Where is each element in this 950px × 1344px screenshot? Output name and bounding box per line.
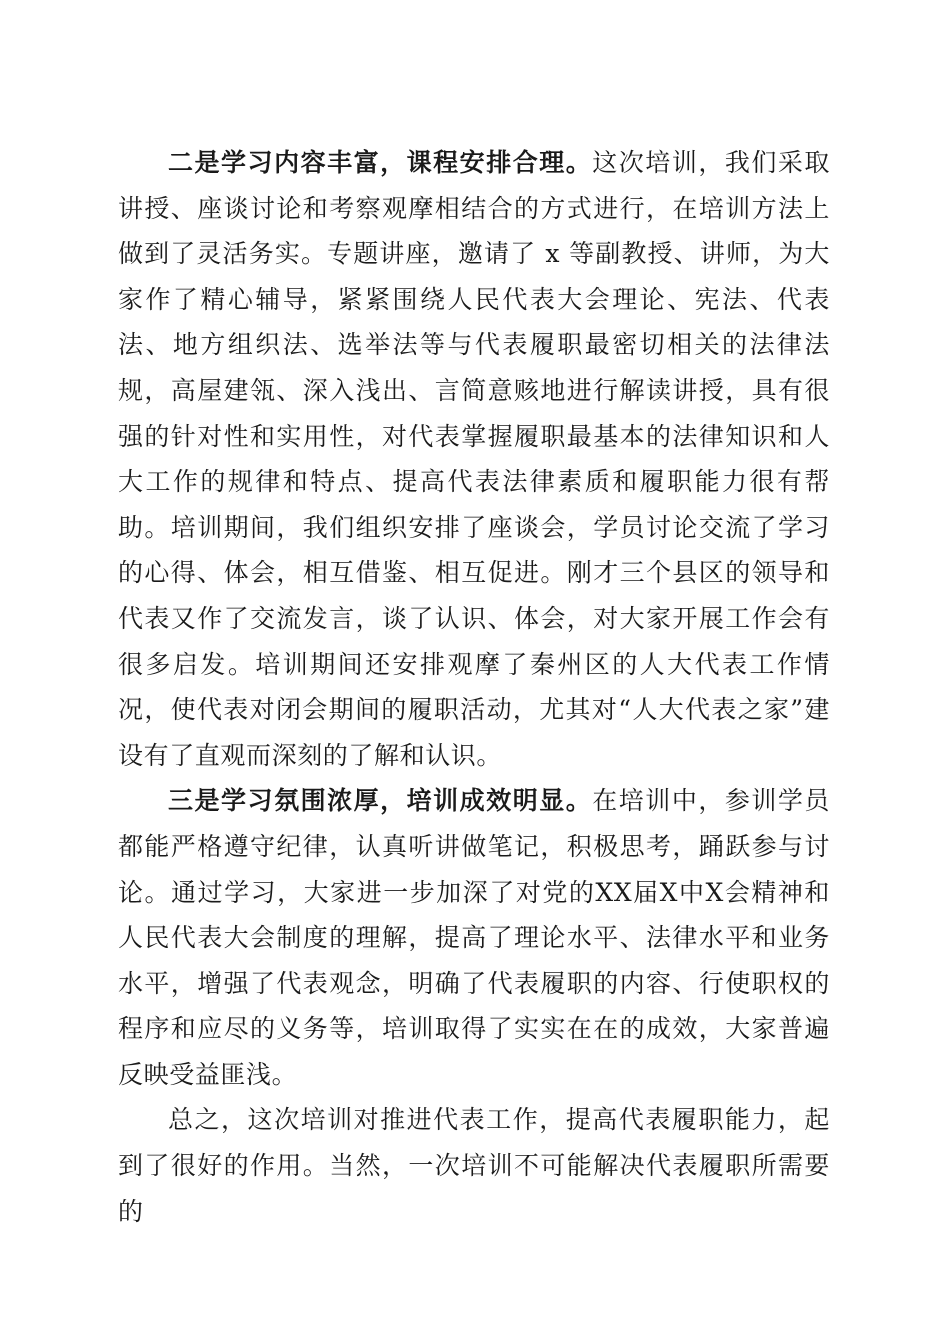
paragraph-heading: 二是学习内容丰富，课程安排合理。 xyxy=(168,148,593,177)
paragraph-three xyxy=(118,778,830,1097)
paragraph-summary xyxy=(118,1097,830,1234)
paragraph-text: 在培训中，参训学员都能严格遵守纪律，认真听讲做笔记，积极思考，踊跃参与讨论。通过学习，大家进一步加深了对党的XX届X中X会精神和人民代表大会制度的理解，提高了理论水平、法律水平和业务水平，增强了代表观念，明确了代表履职的内容、行使职权的程序和应尽的义务等，培训取得了实实在在的成效，大家普遍反映受益匪浅。 xyxy=(118,786,830,1089)
document-body xyxy=(118,140,830,1234)
paragraph-heading: 三是学习氛围浓厚，培训成效明显。 xyxy=(168,786,593,816)
paragraph-two xyxy=(118,140,830,778)
paragraph-text: 这次培训，我们采取讲授、座谈讨论和考察观摩相结合的方式进行，在培训方法上做到了灵活务实。专题讲座，邀请了 x 等副教授、讲师，为大家作了精心辅导，紧紧围绕人民代表大会理论、宪法、代表法、地方组织法、选举法等与代表履职最密切相关的法律法规，高屋建瓴、深入浅出、言简意赅地进行解读讲授，具有很强的针对性和实用性，对代表掌握履职最基本的法律知识和人大工作的规律和特点、提高代表法律素质和履职能力很有帮助。培训期间，我们组织安排了座谈会，学员讨论交流了学习的心得、体会，相互借鉴、相互促进。刚才三个县区的领导和代表又作了交流发言，谈了认识、体会，对大家开展工作会有很多启发。培训期间还安排观摩了秦州区的人大代表工作情况，使代表对闭会期间的履职活动，尤其对“人大代表之家”建设有了直观而深刻的了解和认识。 xyxy=(118,148,830,770)
paragraph-text: 总之，这次培训对推进代表工作，提高代表履职能力，起到了很好的作用。当然，一次培训不可能解决代表履职所需要的 xyxy=(118,1105,830,1226)
